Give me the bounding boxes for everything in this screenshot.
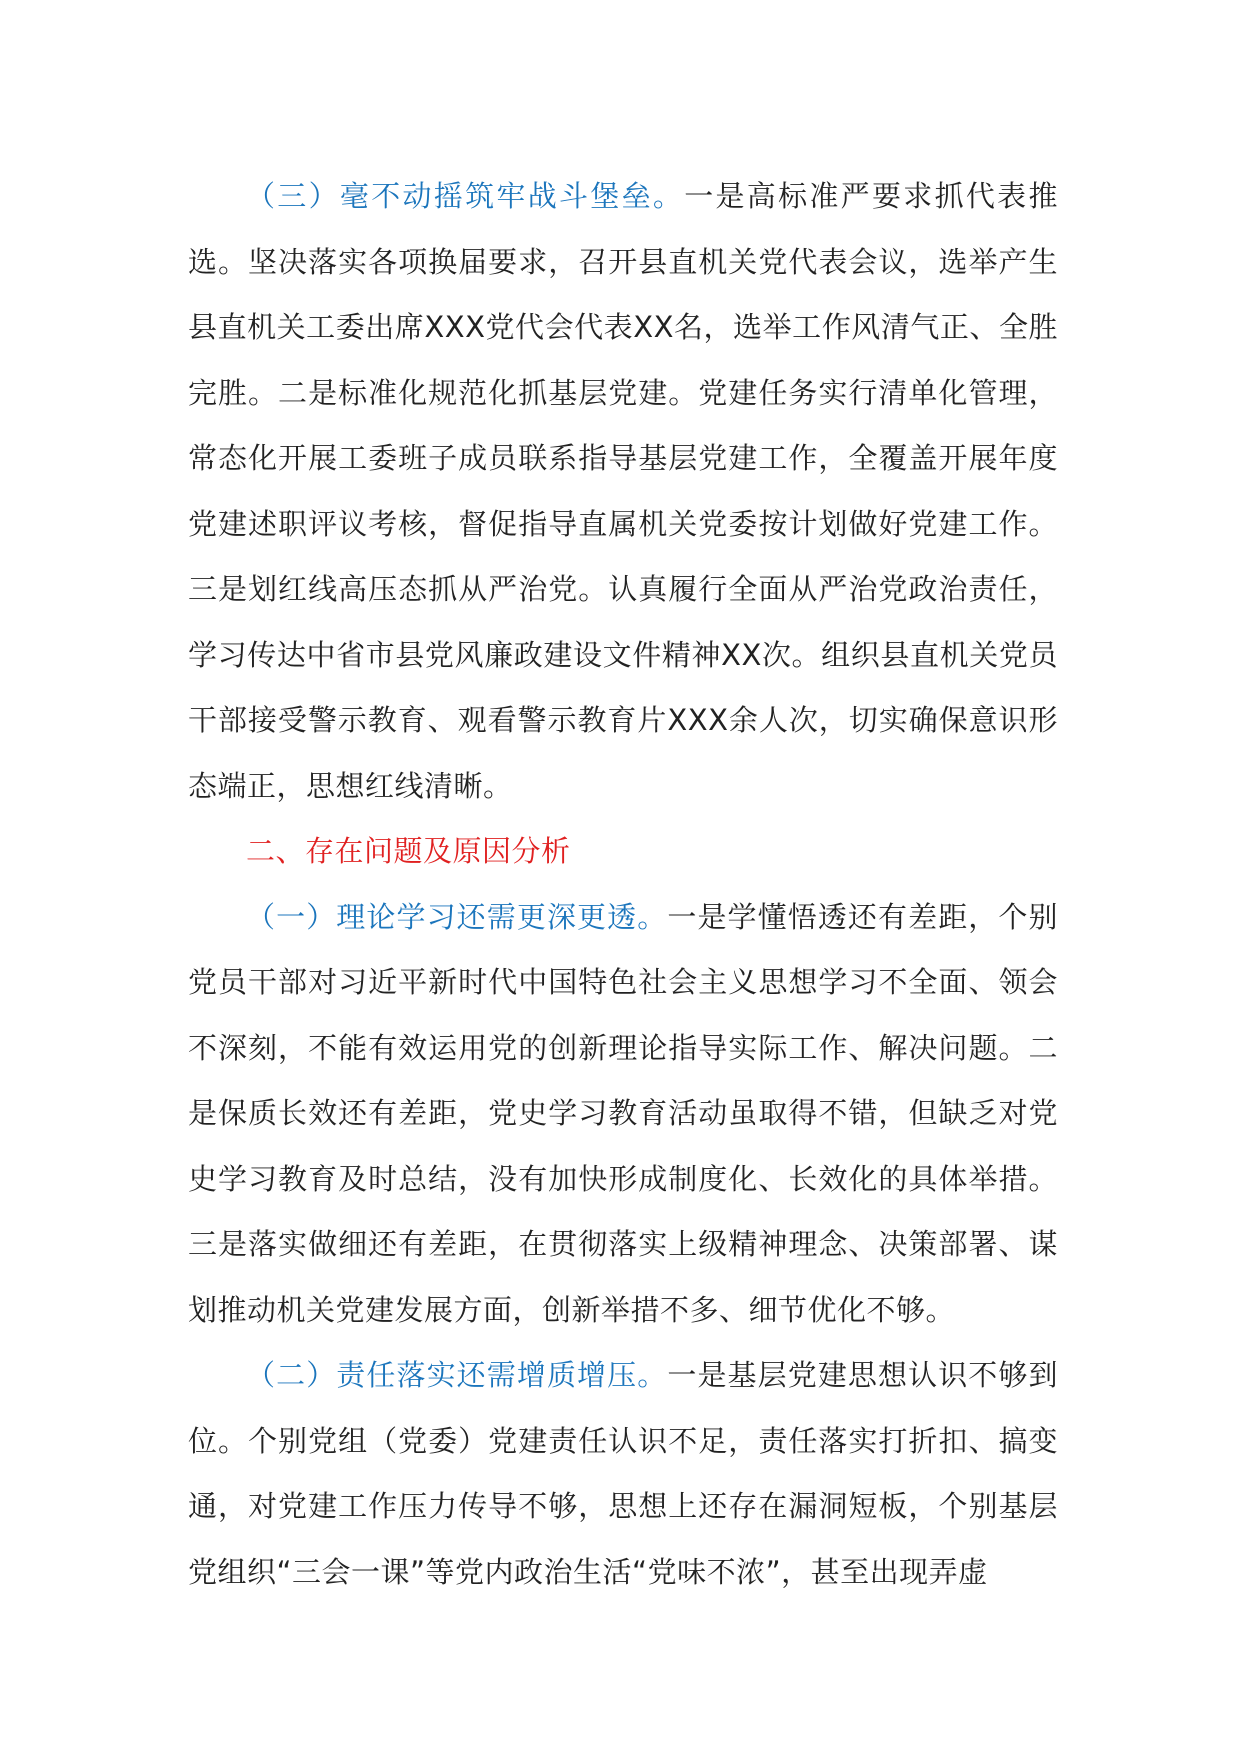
paragraph-lead: （三）毫不动摇筑牢战斗堡垒。 xyxy=(246,179,685,213)
paragraph-lead: （一）理论学习还需更深更透。 xyxy=(246,899,668,934)
section-heading-problems: 二、存在问题及原因分析 xyxy=(246,834,571,868)
paragraph-lead: （二）责任落实还需增质增压。 xyxy=(246,1358,668,1392)
paragraph-body: 一是基层党建思想认识不够到位。个别党组（党委）党建责任认识不足，责任落实打折扣、搞变通，对党建工作压力传导不够，思想上还存在漏洞短板，个别基层党组织“三会一课”等党内政治生活“党味不浓”，甚至出现弄虚 xyxy=(188,1358,1058,1589)
paragraph-strengthen-fortress xyxy=(188,164,1058,819)
paragraph-responsibility xyxy=(188,1343,1058,1605)
paragraph-theory-study xyxy=(188,885,1058,1344)
paragraph-body: 一是学懂悟透还有差距，个别党员干部对习近平新时代中国特色社会主义思想学习不全面、领会不深刻，不能有效运用党的创新理论指导实际工作、解决问题。二是保质长效还有差距，党史学习教育活动虽取得不错，但缺乏对党史学习教育及时总结，没有加快形成制度化、长效化的具体举措。三是落实做细还有差距，在贯彻落实上级精神理念、决策部署、谋划推动机关党建发展方面，创新举措不多、细节优化不够。 xyxy=(188,899,1058,1327)
paragraph-body: 一是高标准严要求抓代表推选。坚决落实各项换届要求，召开县直机关党代表会议，选举产生县直机关工委出席XXX党代会代表XX名，选举工作风清气正、全胜完胜。二是标准化规范化抓基层党建。党建任务实行清单化管理，常态化开展工委班子成员联系指导基层党建工作，全覆盖开展年度党建述职评议考核，督促指导直属机关党委按计划做好党建工作。三是划红线高压态抓从严治党。认真履行全面从严治党政治责任，学习传达中省市县党风廉政建设文件精神XX次。组织县直机关党员干部接受警示教育、观看警示教育片XXX余人次，切实确保意识形态端正，思想红线清晰。 xyxy=(188,179,1058,803)
document-page xyxy=(188,164,1058,1605)
